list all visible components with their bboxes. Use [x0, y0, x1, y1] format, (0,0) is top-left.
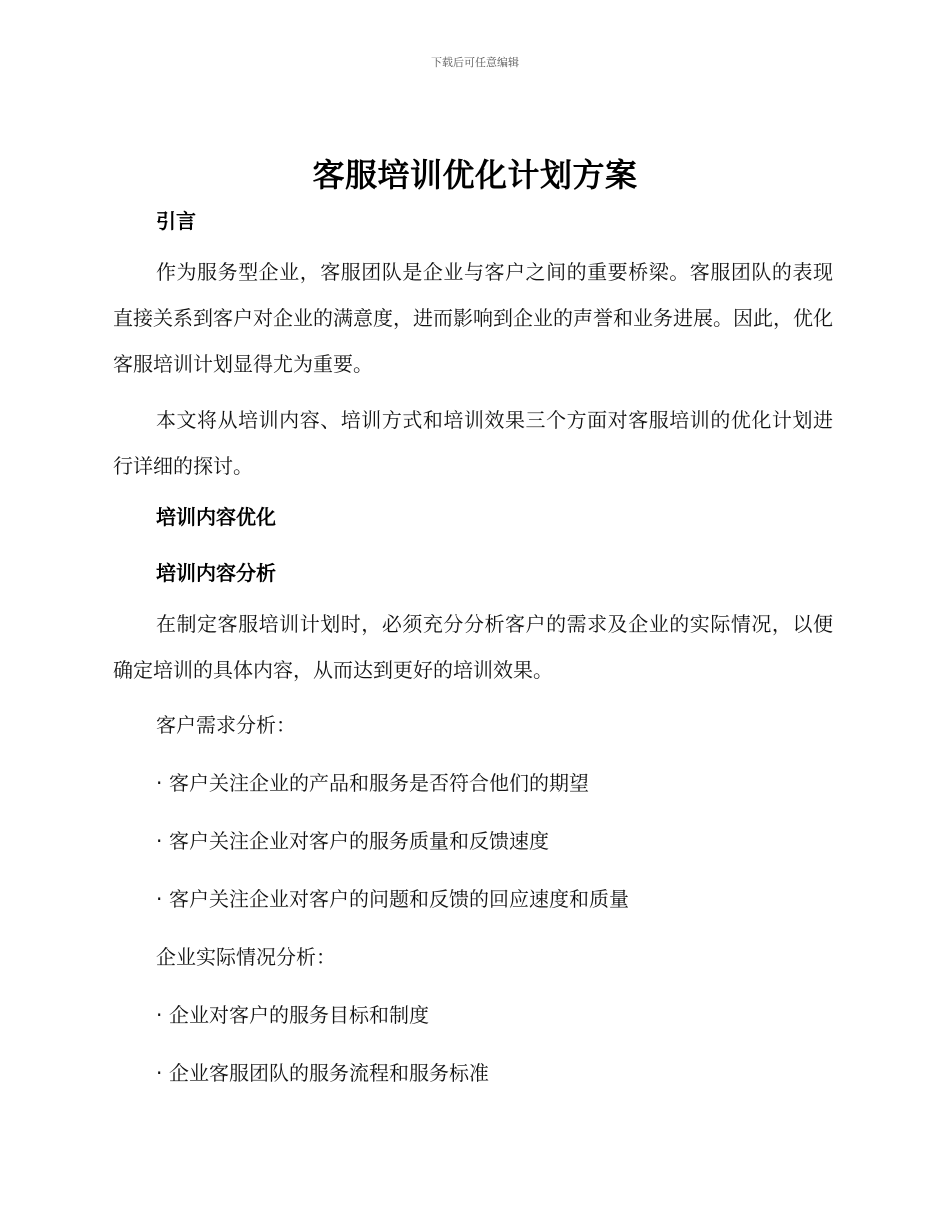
list-item-text: 企业客服团队的服务流程和服务标准 [169, 1061, 489, 1085]
customer-needs-label: 客户需求分析： [156, 713, 296, 737]
list-item-text: 客户关注企业的产品和服务是否符合他们的期望 [169, 771, 589, 795]
list-item-text: 客户关注企业对客户的服务质量和反馈速度 [169, 829, 549, 853]
list-item [113, 823, 833, 859]
content-analysis-heading: 培训内容分析 [156, 561, 276, 585]
bullet-marker: · [156, 771, 163, 795]
header-note: 下载后可任意编辑 [431, 56, 519, 69]
bullet-marker: · [156, 1003, 163, 1027]
list-item-text: 客户关注企业对客户的问题和反馈的回应速度和质量 [169, 887, 629, 911]
enterprise-situation-label: 企业实际情况分析： [156, 945, 336, 969]
intro-heading: 引言 [156, 209, 196, 233]
bullet-marker: · [156, 1061, 163, 1085]
list-item-text: 企业对客户的服务目标和制度 [169, 1003, 429, 1027]
analysis-paragraph: 在制定客服培训计划时，必须充分分析客户的需求及企业的实际情况，以便确定培训的具体内容，从而达到更好的培训效果。 [113, 612, 833, 682]
document-body [113, 203, 833, 1113]
bullet-marker: · [156, 829, 163, 853]
list-item [113, 1055, 833, 1091]
intro-paragraph-1: 作为服务型企业，客服团队是企业与客户之间的重要桥梁。客服团队的表现直接关系到客户对企业的满意度，进而影响到企业的声誉和业务进展。因此，优化客服培训计划显得尤为重要。 [113, 260, 833, 376]
intro-paragraph-2: 本文将从培训内容、培训方式和培训效果三个方面对客服培训的优化计划进行详细的探讨。 [113, 408, 833, 478]
list-item [113, 997, 833, 1033]
list-item [113, 881, 833, 917]
list-item [113, 765, 833, 801]
content-optimization-heading: 培训内容优化 [156, 505, 276, 529]
bullet-marker: · [156, 887, 163, 911]
document-title: 客服培训优化计划方案 [312, 156, 638, 194]
